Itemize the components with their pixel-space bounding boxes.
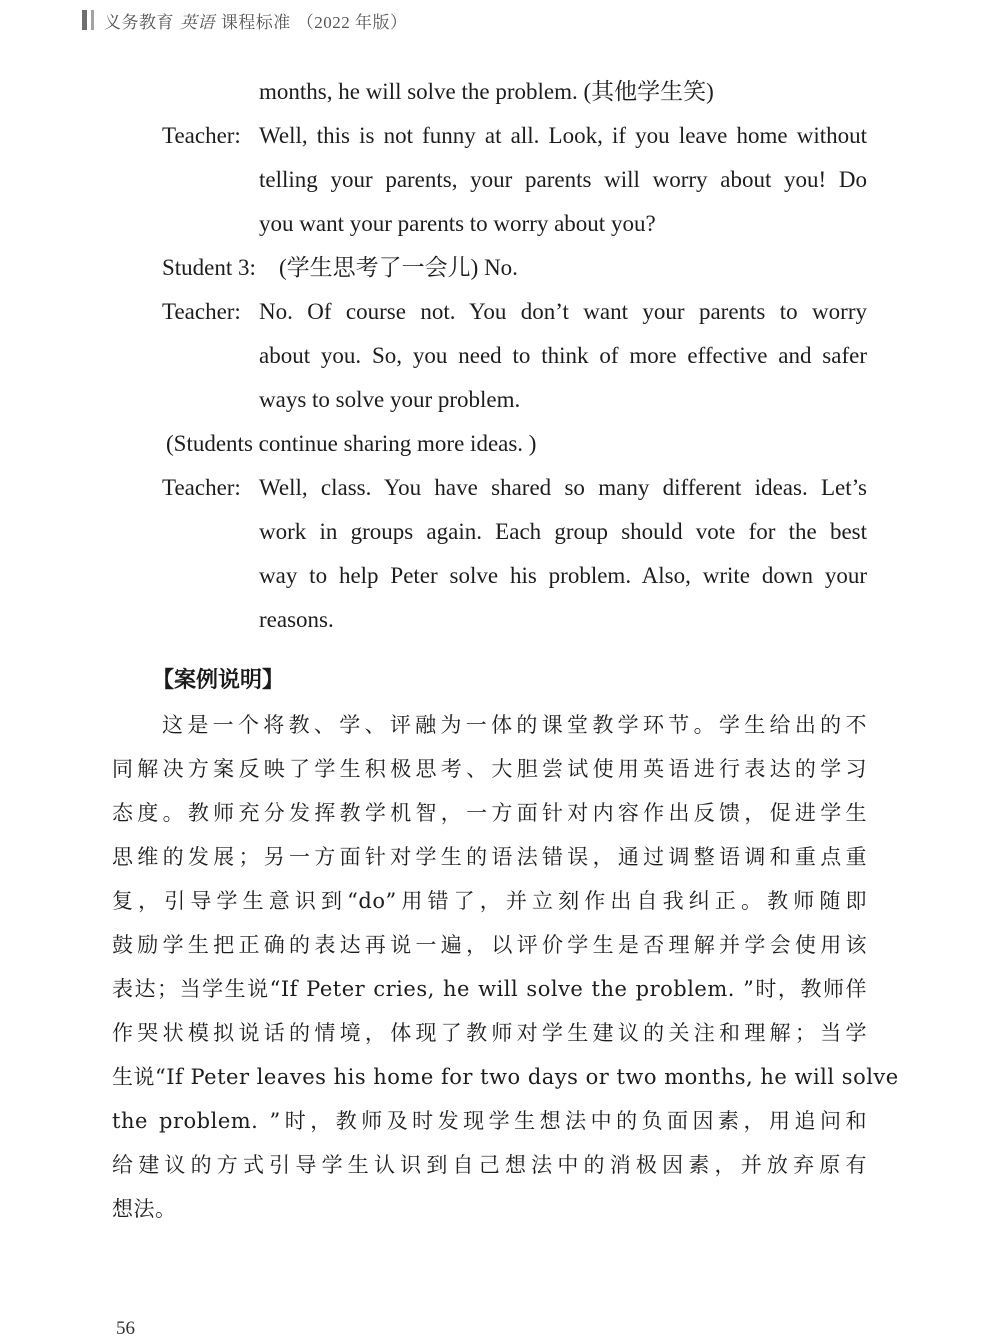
header-edition: （2022 年版） [296, 12, 408, 32]
header-bar-mark [82, 10, 87, 30]
paragraph-line: 同解决方案反映了学生积极思考、大胆尝试使用英语进行表达的学习 [112, 757, 867, 781]
dialogue-line: (学生思考了一会儿) No. [279, 255, 518, 280]
header-bar-mark-thin [91, 10, 94, 30]
dialogue-line: reasons. [259, 607, 334, 632]
dialogue-line: ways to solve your problem. [259, 387, 521, 412]
case-note-heading: 【案例说明】 [152, 668, 285, 693]
dialogue-line: work in groups again. Each group should vote for the best [259, 519, 867, 544]
page-number: 56 [116, 1318, 135, 1339]
dialogue-line: way to help Peter solve his problem. Also, write down your [259, 563, 867, 588]
paragraph-line: 生说“If Peter leaves his home for two days or two months, he will solve [112, 1065, 899, 1089]
header-title [104, 8, 407, 33]
speaker-label: Teacher: [162, 299, 241, 324]
dialogue-line: telling your parents, your parents will worry about you! Do [259, 167, 867, 192]
paragraph-line: 鼓励学生把正确的表达再说一遍，以评价学生是否理解并学会使用该 [112, 933, 867, 957]
paragraph-line: 思维的发展；另一方面针对学生的语法错误，通过调整语调和重点重 [112, 845, 867, 869]
dialogue-line: Well, this is not funny at all. Look, if you leave home without [259, 123, 867, 148]
header-program: 义务教育 [104, 12, 174, 33]
paragraph-line: 态度。教师充分发挥教学机智，一方面针对内容作出反馈，促进学生 [112, 801, 867, 825]
stage-note: (Students continue sharing more ideas. ) [166, 431, 537, 456]
dialogue-line: you want your parents to worry about you? [259, 211, 656, 236]
speaker-label: Teacher: [162, 475, 241, 500]
paragraph-line: the problem. ”时，教师及时发现学生想法中的负面因素，用追问和 [112, 1109, 867, 1133]
paragraph-line: 想法。 [112, 1197, 177, 1221]
paragraph-line: 给建议的方式引导学生认识到自己想法中的消极因素，并放弃原有 [112, 1153, 867, 1177]
paragraph-line: 这是一个将教、学、评融为一体的课堂教学环节。学生给出的不 [162, 713, 867, 737]
dialogue-line: months, he will solve the problem. (其他学生笑) [259, 79, 714, 104]
dialogue-line: No. Of course not. You don’t want your parents to worry [259, 299, 867, 324]
speaker-label: Student 3: [162, 255, 256, 280]
paragraph-line: 表达；当学生说“If Peter cries, he will solve the problem. ”时，教师佯 [112, 977, 867, 1001]
paragraph-line: 作哭状模拟说话的情境，体现了教师对学生建议的关注和理解；当学 [112, 1021, 867, 1045]
speaker-label: Teacher: [162, 123, 241, 148]
running-header [82, 6, 407, 34]
dialogue-line: about you. So, you need to think of more effective and safer [259, 343, 867, 368]
paragraph-line: 复，引导学生意识到“do”用错了，并立刻作出自我纠正。教师随即 [112, 889, 867, 913]
dialogue-line: Well, class. You have shared so many different ideas. Let’s [259, 475, 867, 500]
header-subject: 英语 [179, 12, 215, 33]
header-standard: 课程标准 [220, 12, 291, 33]
